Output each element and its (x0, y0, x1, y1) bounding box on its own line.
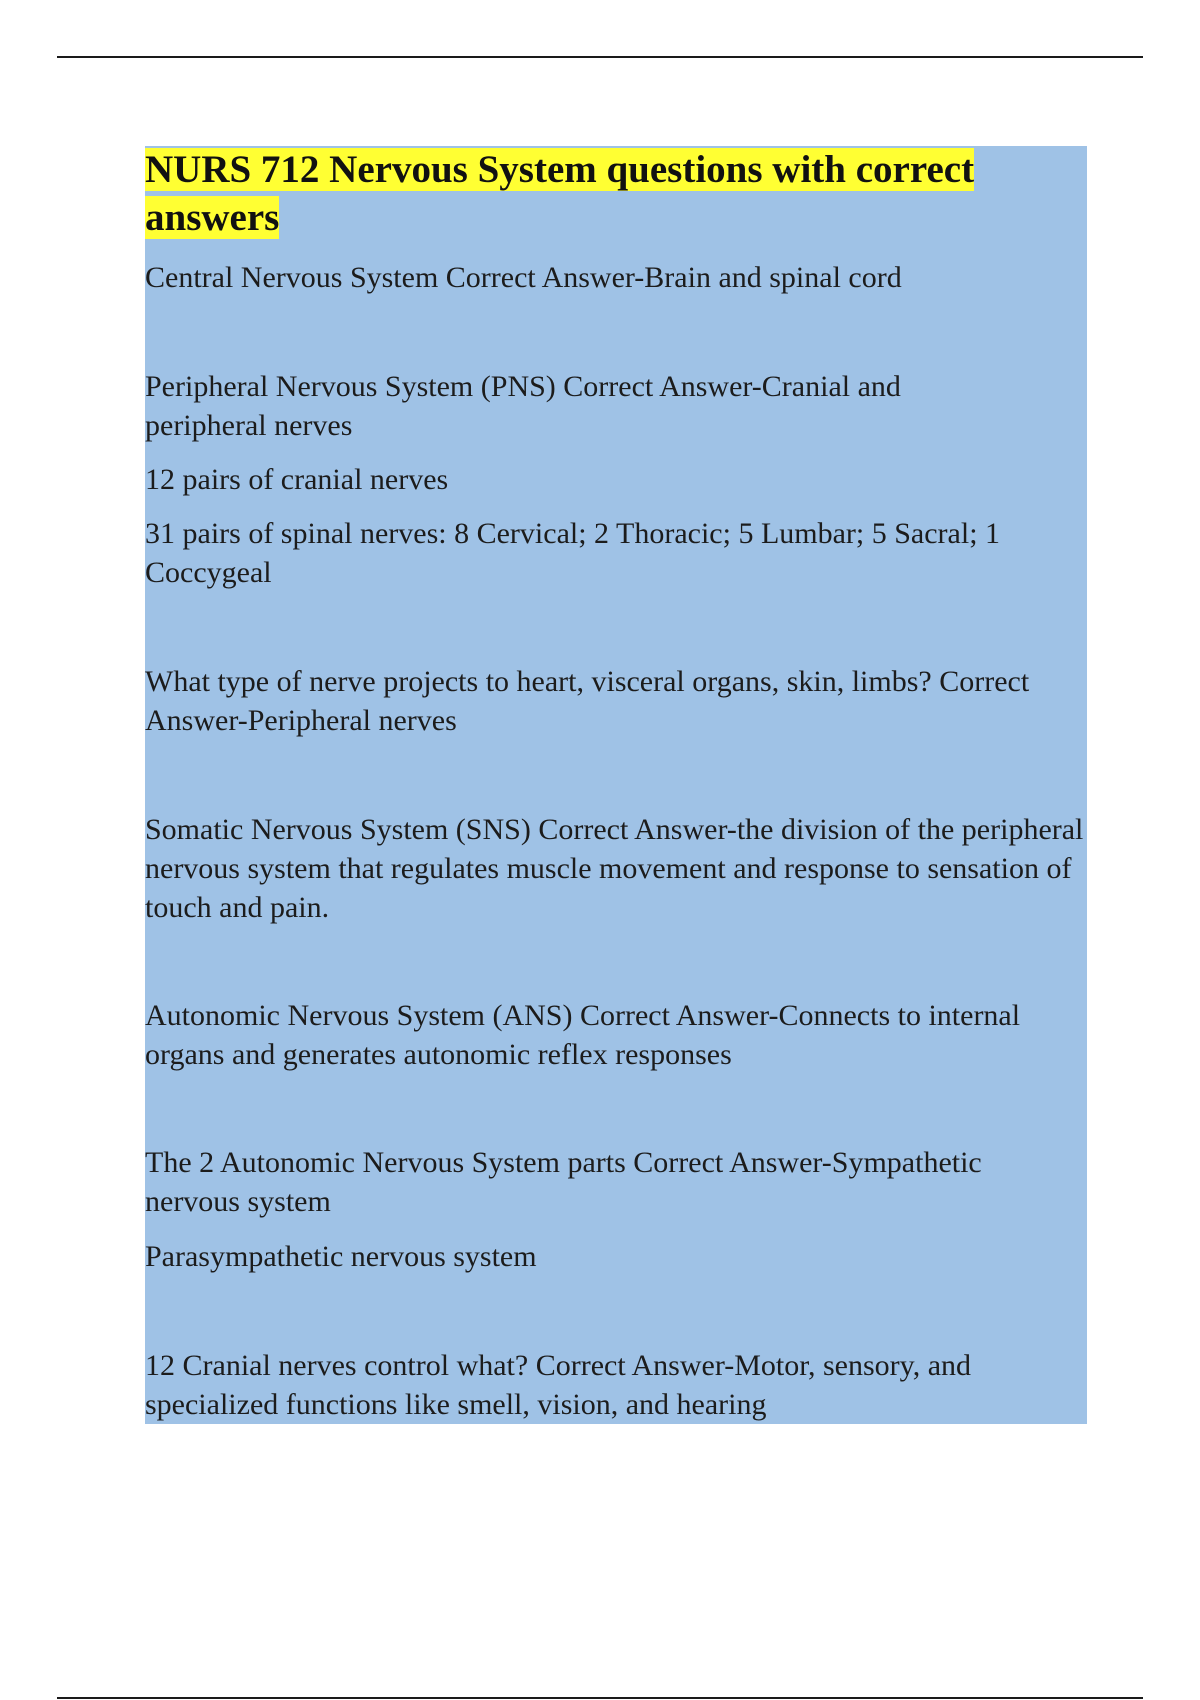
entry-autonomic-parts: The 2 Autonomic Nervous System parts Correct Answer-Sympathetic nervous system (145, 1146, 982, 1218)
entry-somatic-nervous-system: Somatic Nervous System (SNS) Correct Answer-the division of the peripheral nervous system that regulates muscle movement and response to sensation of touch and pain. (145, 813, 1084, 924)
top-rule (57, 56, 1143, 58)
entry-parasympathetic: Parasympathetic nervous system (145, 1240, 537, 1273)
entry-autonomic-nervous-system: Autonomic Nervous System (ANS) Correct Answer-Connects to internal organs and generates autonomic reflex responses (145, 999, 1021, 1071)
document-block (145, 146, 1087, 1424)
entry-cranial-nerve-pairs: 12 pairs of cranial nerves (145, 463, 449, 496)
entry-cranial-nerves-control: 12 Cranial nerves control what? Correct Answer-Motor, sensory, and specialized functions like smell, vision, and hearing (145, 1349, 972, 1421)
entry-peripheral-nervous-system: Peripheral Nervous System (PNS) Correct Answer-Cranial and peripheral nerves (145, 370, 901, 442)
entry-nerve-projection-question: What type of nerve projects to heart, visceral organs, skin, limbs? Correct Answer-Peripheral nerves (145, 665, 1030, 737)
entry-central-nervous-system: Central Nervous System Correct Answer-Brain and spinal cord (145, 261, 902, 294)
bottom-rule (57, 1697, 1143, 1699)
document-title (145, 146, 1045, 242)
entry-spinal-nerve-pairs: 31 pairs of spinal nerves: 8 Cervical; 2 Thoracic; 5 Lumbar; 5 Sacral; 1 Coccygeal (145, 517, 1001, 589)
document-title-text: NURS 712 Nervous System questions with correct answers (145, 148, 975, 239)
